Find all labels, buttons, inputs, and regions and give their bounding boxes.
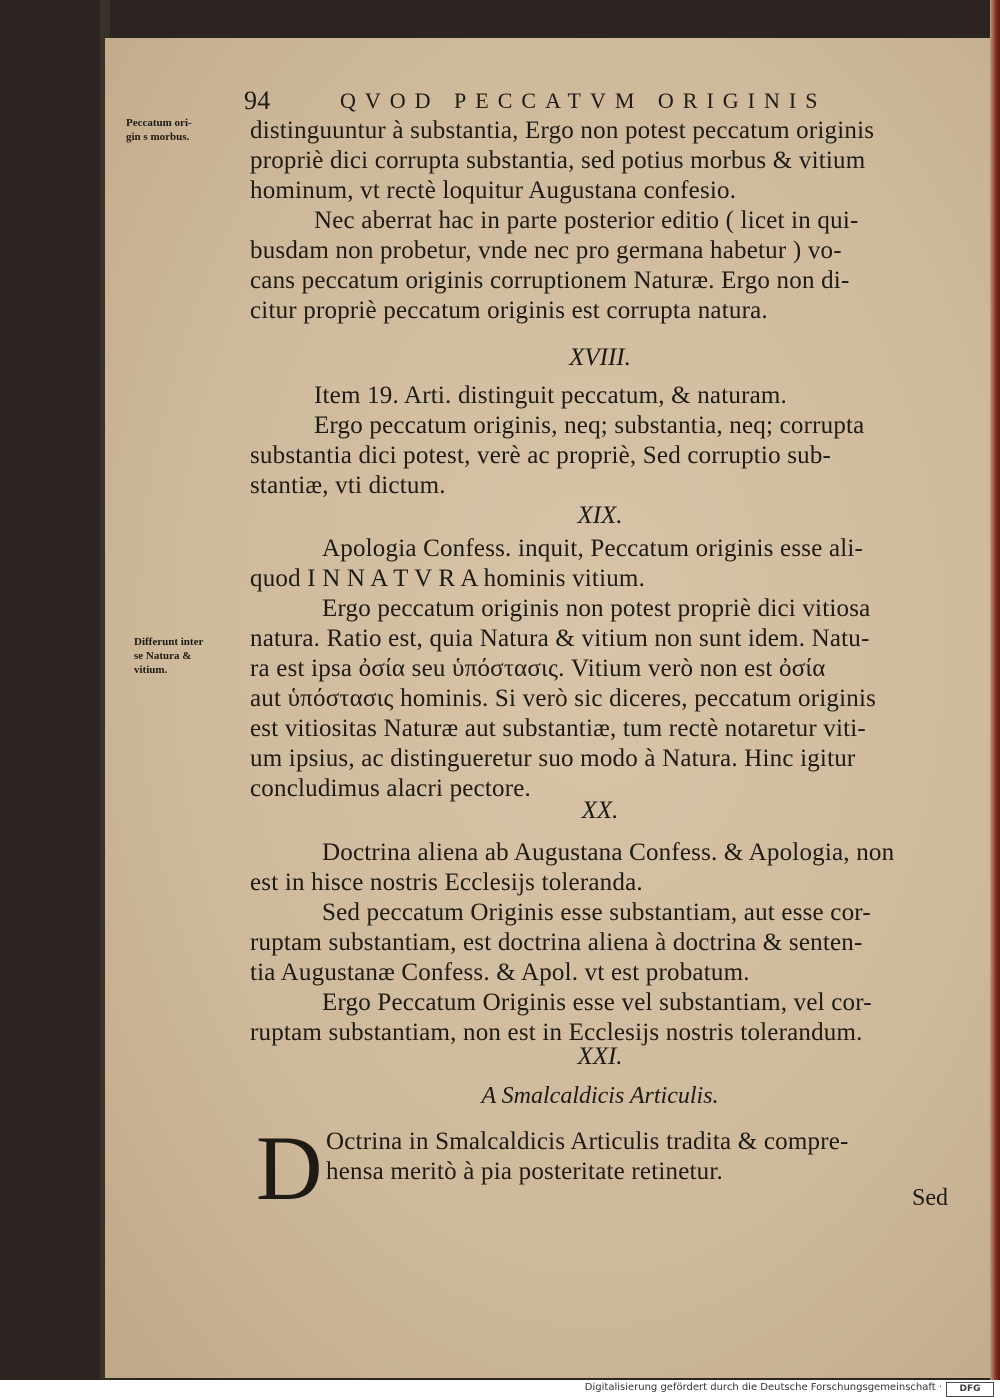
catchword: Sed xyxy=(912,1185,948,1211)
text-line: Ergo Peccatum Originis esse vel substantiam, vel cor- xyxy=(322,989,872,1016)
text-line: Octrina in Smalcaldicis Articulis tradita & compre- xyxy=(326,1128,849,1155)
text-line: Nec aberrat hac in parte posterior editio ( licet in qui- xyxy=(314,207,859,234)
margin-note: vitium. xyxy=(134,664,168,676)
text-line: citur propriè peccatum originis est corrupta natura. xyxy=(250,297,768,324)
text-line: est vitiositas Naturæ aut substantiæ, tum rectè notaretur viti- xyxy=(250,715,866,742)
margin-note: Differunt inter xyxy=(134,636,204,648)
drop-capital: D xyxy=(256,1117,323,1219)
text-line: quod I N N A T V R A hominis vitium. xyxy=(250,565,646,592)
text-line: Ergo peccatum originis, neq; substantia, neq; corrupta xyxy=(314,412,865,439)
footer-text: Digitalisierung gefördert durch die Deutsche Forschungsgemeinschaft · xyxy=(584,1382,942,1393)
text-line: ruptam substantiam, est doctrina aliena à doctrina & senten- xyxy=(250,929,863,956)
section-number: XXI. xyxy=(577,1043,623,1070)
text-line: Ergo peccatum originis non potest propriè dici vitiosa xyxy=(322,595,871,622)
text-line: Doctrina aliena ab Augustana Confess. & Apologia, non xyxy=(322,839,895,866)
text-line: stantiæ, vti dictum. xyxy=(250,472,446,499)
text-line: distinguuntur à substantia, Ergo non potest peccatum originis xyxy=(250,117,875,144)
text-line: Item 19. Arti. distinguit peccatum, & naturam. xyxy=(314,382,787,409)
text-line: est in hisce nostris Ecclesijs toleranda. xyxy=(250,869,643,896)
text-line: busdam non probetur, vnde nec pro germana habetur ) vo- xyxy=(250,237,842,264)
text-line: ra est ipsa ὀσία seu ὑπόστασις. Vitium verò non est ὀσία xyxy=(250,655,826,682)
text-line: um ipsius, ac distingueretur suo modo à Natura. Hinc igitur xyxy=(250,745,856,772)
dfg-logo: DFG xyxy=(946,1382,994,1397)
margin-note: Peccatum ori- xyxy=(126,117,192,129)
section-number: XIX. xyxy=(577,502,623,529)
text-line: ruptam substantiam, non est in Ecclesijs nostris tolerandum. xyxy=(250,1019,863,1046)
text-line: substantia dici potest, verè ac propriè, Sed corruptio sub- xyxy=(250,442,832,469)
margin-note: se Natura & xyxy=(134,650,192,662)
margin-note: gin s morbus. xyxy=(126,131,190,143)
section-heading: A Smalcaldicis Articulis. xyxy=(481,1083,719,1109)
text-line: Apologia Confess. inquit, Peccatum originis esse ali- xyxy=(322,535,864,562)
text-line: aut ὑπόστασις hominis. Si verò sic diceres, peccatum originis xyxy=(250,685,877,712)
text-line: cans peccatum originis corruptionem Naturæ. Ergo non di- xyxy=(250,267,850,294)
text-line: concludimus alacri pectore. xyxy=(250,775,531,802)
text-line: hominum, vt rectè loquitur Augustana confesio. xyxy=(250,177,737,204)
text-line: Sed peccatum Originis esse substantiam, aut esse cor- xyxy=(322,899,871,926)
section-number: XX. xyxy=(581,797,619,824)
footer-bar xyxy=(0,1380,1000,1397)
text-line: tia Augustanæ Confess. & Apol. vt est probatum. xyxy=(250,959,750,986)
text-line: propriè dici corrupta substantia, sed potius morbus & vitium xyxy=(250,147,866,174)
section-number: XVIII. xyxy=(569,344,631,371)
text-line: natura. Ratio est, quia Natura & vitium non sunt idem. Natu- xyxy=(250,625,870,652)
folio-number: 94 xyxy=(244,86,271,115)
text-line: hensa meritò à pia posteritate retinetur. xyxy=(326,1158,723,1185)
page-edge xyxy=(990,0,1000,1380)
running-head: QVOD PECCATVM ORIGINIS xyxy=(340,88,827,113)
